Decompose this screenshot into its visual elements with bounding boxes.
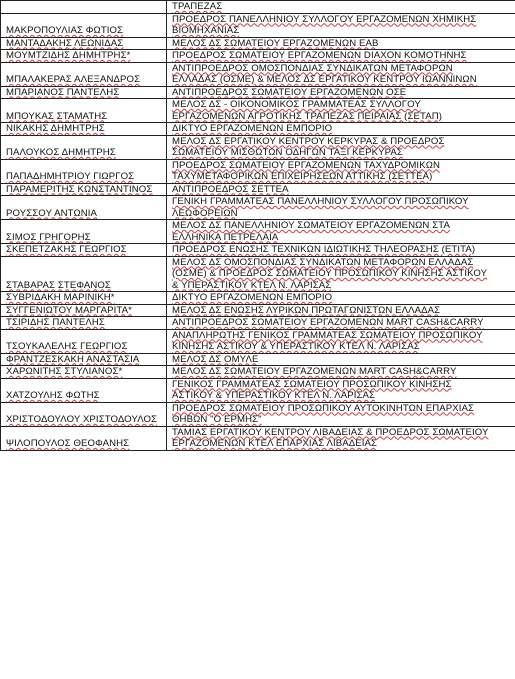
member-name: ΜΑΝΤΑΔΑΚΗΣ ΛΕΩΝΙΔΑΣ xyxy=(6,37,124,49)
member-role-cell xyxy=(167,62,515,86)
member-name-cell xyxy=(1,378,167,402)
member-role: ΔΙΚΤΥΟ ΕΡΓΑΖΟΜΕΝΩΝ ΕΜΠΟΡΙΟ xyxy=(172,292,333,303)
member-name: ΡΟΥΣΣΟΥ ΑΝΤΩΝΙΑ xyxy=(6,207,98,219)
member-name: ΣΙΜΟΣ ΓΡΗΓΟΡΗΣ xyxy=(6,231,91,243)
member-name-cell xyxy=(1,50,167,63)
member-name: ΜΠΑΛΑΚΕΡΑΣ ΑΛΕΞΑΝΔΡΟΣ xyxy=(6,74,141,85)
member-role: ΜΕΛΟΣ ΔΣ ΣΩΜΑΤΕΙΟΥ ΕΡΓΑΖΟΜΕΝΩΝ MART CASH&CARRY xyxy=(172,366,457,377)
member-name-cell xyxy=(1,366,167,379)
table-row xyxy=(1,159,515,183)
member-role-cell xyxy=(167,304,515,317)
member-name-cell xyxy=(1,183,167,196)
member-name: ΧΡΙΣΤΟΔΟΥΛΟΥ ΧΡΙΣΤΟΔΟΥΛΟΣ xyxy=(6,414,158,425)
member-role-cell xyxy=(167,220,515,244)
member-role: ΜΕΛΟΣ ΔΣ ΕΝΩΣΗΣ ΛΥΡΙΚΩΝ ΠΡΩΤΑΓΩΝΙΣΤΩΝ ΕΛΛΑΔΑΣ xyxy=(172,304,441,316)
member-role: ΑΝΤΙΠΡΟΕΔΡΟΣ ΟΜΟΣΠΟΝΔΙΑΣ ΣΥΝΔΙΚΑΤΩΝ ΜΕΤΑΦΟΡΩΝ ΕΛΛΑΔΑΣ (ΟΣΜΕ) & ΜΕΛΟΣ ΔΣ ΕΡΓΑΤΙΚΟΥ ΚΕΝΤΡΟΥ ΙΩΑΝΝΙΝΩΝ xyxy=(172,62,477,85)
member-name-cell xyxy=(1,292,167,305)
member-name: ΠΑΠΑΔΗΜΗΤΡΙΟΥ ΓΙΩΡΓΟΣ xyxy=(6,171,135,182)
member-name: ΨΙΛΟΠΟΥΛΟΣ ΘΕΟΦΑΝΗΣ xyxy=(6,438,130,449)
member-name-cell xyxy=(1,329,167,353)
member-name-cell xyxy=(1,86,167,99)
member-role: ΑΝΤΙΠΡΟΕΔΡΟΣ ΣΩΜΑΤΕΙΟΥ ΕΡΓΑΖΟΜΕΝΩΝ MART CASH&CARRY xyxy=(172,317,484,328)
member-role-cell xyxy=(167,366,515,379)
table-row xyxy=(1,426,515,450)
member-role-cell xyxy=(167,123,515,136)
member-role-cell xyxy=(167,196,515,220)
member-role-cell xyxy=(167,99,515,123)
member-role: ΤΡΑΠΕΖΑΣ xyxy=(172,1,223,12)
member-name: ΣΥΒΡΙΔΑΚΗ ΜΑΡΙΝΙΚΗ* xyxy=(6,292,115,303)
member-name: ΣΤΑΒΑΡΑΣ ΣΤΕΦΑΝΟΣ xyxy=(6,279,111,291)
member-name-cell xyxy=(1,196,167,220)
member-role-cell xyxy=(167,378,515,402)
member-name-cell xyxy=(1,135,167,159)
table-row xyxy=(1,1,515,14)
member-role-cell xyxy=(167,13,515,37)
member-role: ΠΡΟΕΔΡΟΣ ΕΝΩΣΗΣ ΤΕΧΝΙΚΩΝ ΙΔΙΩΤΙΚΗΣ ΤΗΛΕΟΡΑΣΗΣ (ΕΤΙΤΑ) xyxy=(172,244,476,255)
member-role-cell xyxy=(167,135,515,159)
member-name-cell xyxy=(1,256,167,292)
member-name: ΤΣΟΥΚΑΛΕΛΗΣ ΓΕΩΡΓΙΟΣ xyxy=(6,341,128,352)
member-name-cell xyxy=(1,317,167,330)
member-role-cell xyxy=(167,37,515,50)
member-role-cell xyxy=(167,402,515,426)
member-role-cell xyxy=(167,292,515,305)
member-name: ΤΣΙΡΙΔΗΣ ΠΑΝΤΕΛΗΣ xyxy=(6,317,105,328)
table-row xyxy=(1,13,515,37)
table-row xyxy=(1,135,515,159)
table-row xyxy=(1,123,515,136)
member-name-cell xyxy=(1,304,167,317)
member-role-cell xyxy=(167,86,515,99)
member-name-cell xyxy=(1,1,167,14)
member-role: ΠΡΟΕΔΡΟΣ ΣΩΜΑΤΕΙΟΥ ΕΡΓΑΖΟΜΕΝΩΝ ΤΑΧΥΔΡΟΜΙΚΩΝ ΤΑΧΥΜΕΤΑΦΟΡΙΚΩΝ ΕΠΙΧΕΙΡΗΣΕΩΝ ΑΤΤΙΚΗΣ (ΣΕΤΤΕΑ) xyxy=(172,159,440,182)
member-role: ΓΕΝΙΚΗ ΓΡΑΜΜΑΤΕΑΣ ΠΑΝΕΛΛΗΝΙΟΥ ΣΥΛΛΟΓΟΥ ΠΡΟΣΩΠΙΚΟΥ ΛΕΩΦΟΡΕΙΩΝ xyxy=(172,196,469,219)
member-role-cell xyxy=(167,426,515,450)
member-role: ΜΕΛΟΣ ΔΣ ΣΩΜΑΤΕΙΟΥ ΕΡΓΑΖΟΜΕΝΩΝ ΕΑΒ xyxy=(172,37,379,49)
member-name: ΜΑΚΡΟΠΟΥΛΙΑΣ ΦΩΤΙΟΣ xyxy=(6,25,124,36)
member-role: ΜΕΛΟΣ ΔΣ ΟΜΥΛΕ xyxy=(172,353,259,365)
table-row xyxy=(1,378,515,402)
member-role-cell xyxy=(167,256,515,292)
member-name: ΦΡΑΝΤΖΕΣΚΑΚΗ ΑΝΑΣΤΑΣΙΑ xyxy=(6,353,140,365)
member-name: ΜΟΥΜΤΖΙΔΗΣ ΔΗΜΗΤΡΗΣ* xyxy=(6,50,131,61)
table-row xyxy=(1,402,515,426)
member-name: ΜΠΟΥΚΑΣ ΣΤΑΜΑΤΗΣ xyxy=(6,110,108,122)
member-role: ΓΕΝΙΚΟΣ ΓΡΑΜΜΑΤΕΑΣ ΣΩΜΑΤΕΙΟΥ ΠΡΟΣΩΠΙΚΟΥ ΚΙΝΗΣΗΣ ΑΣΤΙΚΟΥ & ΥΠΕΡΑΣΤΙΚΟΥ ΚΤΕΛ Ν. ΛΑΡΙΣΑΣ xyxy=(172,378,452,401)
member-name-cell xyxy=(1,353,167,366)
member-role-cell xyxy=(167,317,515,330)
member-role-cell xyxy=(167,50,515,63)
member-role-cell xyxy=(167,353,515,366)
member-name: ΣΚΕΠΕΤΖΑΚΗΣ ΓΕΩΡΓΙΟΣ xyxy=(6,244,127,255)
member-role: ΑΝΤΙΠΡΟΕΔΡΟΣ ΣΩΜΑΤΕΙΟΥ ΕΡΓΑΖΟΜΕΝΩΝ ΟΣΕ xyxy=(172,86,407,98)
member-name-cell xyxy=(1,37,167,50)
member-name: ΝΙΚΑΚΗΣ ΔΗΜΗΤΡΗΣ xyxy=(6,123,105,134)
member-name-cell xyxy=(1,402,167,426)
member-name: ΠΑΡΑΜΕΡΙΤΗΣ ΚΩΝΣΤΑΝΤΙΝΟΣ xyxy=(6,183,153,195)
member-role: ΔΙΚΤΥΟ ΕΡΓΑΖΟΜΕΝΩΝ ΕΜΠΟΡΙΟ xyxy=(172,123,333,134)
table-row xyxy=(1,329,515,353)
table-row xyxy=(1,220,515,244)
table-row xyxy=(1,99,515,123)
table-row xyxy=(1,183,515,196)
member-role-cell xyxy=(167,244,515,257)
member-role: ΠΡΟΕΔΡΟΣ ΣΩΜΑΤΕΙΟΥ ΕΡΓΑΖΟΜΕΝΩΝ DIAXON ΚΟΜΟΤΗΝΗΣ xyxy=(172,50,467,61)
member-name-cell xyxy=(1,13,167,37)
table-row xyxy=(1,196,515,220)
member-role-cell xyxy=(167,1,515,14)
member-role: ΜΕΛΟΣ ΔΣ ΟΜΟΣΠΟΝΔΙΑΣ ΣΥΝΔΙΚΑΤΩΝ ΜΕΤΑΦΟΡΩΝ ΕΛΛΑΔΑΣ (ΟΣΜΕ) & ΠΡΟΕΔΡΟΣ ΣΩΜΑΤΕΙΟΥ ΠΡΟΣΩΠΙΚΟΥ ΚΙΝΗΣΗΣ ΑΣΤΙΚΟΥ & ΥΠΕΡΑΣΤΙΚΟΥ ΚΤΕΛ Ν. ΛΑΡΙΣΑΣ xyxy=(172,256,488,291)
member-role: ΠΡΟΕΔΡΟΣ ΠΑΝΕΛΛΗΝΙΟΥ ΣΥΛΛΟΓΟΥ ΕΡΓΑΖΟΜΕΝΩΝ ΧΗΜΙΚΗΣ ΒΙΟΜΗΧΑΝΙΑΣ xyxy=(172,13,477,36)
table-row xyxy=(1,50,515,63)
member-name-cell xyxy=(1,426,167,450)
member-role: ΑΝΤΙΠΡΟΕΔΡΟΣ ΣΕΤΤΕΑ xyxy=(172,183,289,195)
member-name-cell xyxy=(1,244,167,257)
table-row xyxy=(1,292,515,305)
member-role-cell xyxy=(167,183,515,196)
member-name: ΣΥΓΓΕΝΙΩΤΟΥ ΜΑΡΓΑΡΙΤΑ* xyxy=(6,304,132,316)
table-row xyxy=(1,244,515,257)
table-row xyxy=(1,256,515,292)
member-name-cell xyxy=(1,123,167,136)
member-name: ΧΑΡΩΝΙΤΗΣ ΣΤΥΛΙΑΝΟΣ* xyxy=(6,366,123,377)
member-name-cell xyxy=(1,62,167,86)
member-role-cell xyxy=(167,159,515,183)
member-role-cell xyxy=(167,329,515,353)
member-role: ΠΡΟΕΔΡΟΣ ΣΩΜΑΤΕΙΟΥ ΠΡΟΣΩΠΙΚΟΥ ΑΥΤΟΚΙΝΗΤΩΝ ΕΠΑΡΧΙΑΣ ΘΗΒΩΝ "Ο ΕΡΜΗΣ" xyxy=(172,402,475,425)
table-row xyxy=(1,366,515,379)
member-name: ΜΠΑΡΙΑΝΟΣ ΠΑΝΤΕΛΗΣ xyxy=(6,86,120,98)
members-table-body xyxy=(1,1,515,451)
table-row xyxy=(1,353,515,366)
table-row xyxy=(1,62,515,86)
member-role: ΤΑΜΙΑΣ ΕΡΓΑΤΙΚΟΥ ΚΕΝΤΡΟΥ ΛΙΒΑΔΕΙΑΣ & ΠΡΟΕΔΡΟΣ ΣΩΜΑΤΕΙΟΥ ΕΡΓΑΖΟΜΕΝΩΝ ΚΤΕΛ ΕΠΑΡΧΙΑΣ ΛΙΒΑΔΕΙΑΣ xyxy=(172,426,489,449)
member-role: ΜΕΛΟΣ ΔΣ ΠΑΝΕΛΛΗΝΙΟΥ ΣΩΜΑΤΕΙΟΥ ΕΡΓΑΖΟΜΕΝΩΝ ΣΤΑ ΕΛΛΗΝΙΚΑ ΠΕΤΡΕΛΑΙΑ xyxy=(172,220,451,243)
table-row xyxy=(1,304,515,317)
member-name: ΧΑΤΖΟΥΛΗΣ ΦΩΤΗΣ xyxy=(6,390,100,401)
member-role: ΜΕΛΟΣ ΔΣ - ΟΙΚΟΝΟΜΙΚΟΣ ΓΡΑΜΜΑΤΕΑΣ ΣΥΛΛΟΓΟΥ ΕΡΓΑΖΟΜΕΝΩΝ ΑΓΡΟΤΙΚΗΣ ΤΡΑΠΕΖΑΣ ΠΕΙΡΑΙΑΣ (ΣΕΤΑΠ) xyxy=(172,99,443,122)
member-role: ΑΝΑΠΛΗΡΩΤΗΣ ΓΕΝΙΚΟΣ ΓΡΑΜΜΑΤΕΑΣ ΣΩΜΑΤΕΙΟΥ ΠΡΟΣΩΠΙΚΟΥ ΚΙΝΗΣΗΣ ΑΣΤΙΚΟΥ & ΥΠΕΡΑΣΤΙΚΟΥ ΚΤΕΛ Ν. ΛΑΡΙΣΑΣ xyxy=(172,329,483,352)
table-row xyxy=(1,317,515,330)
member-name: ΠΑΛΟΥΚΟΣ ΔΗΜΗΤΡΗΣ xyxy=(6,147,116,158)
member-name-cell xyxy=(1,220,167,244)
member-name-cell xyxy=(1,159,167,183)
member-name-cell xyxy=(1,99,167,123)
table-row xyxy=(1,86,515,99)
member-role: ΜΕΛΟΣ ΔΣ ΕΡΓΑΤΙΚΟΥ ΚΕΝΤΡΟΥ ΚΕΡΚΥΡΑΣ & ΠΡΟΕΔΡΟΣ ΣΩΜΑΤΕΙΟΥ ΜΙΣΘΩΤΩΝ ΟΔΗΓΩΝ ΤΑΞΙ ΚΕΡΚΥΡΑΣ xyxy=(172,135,445,158)
table-row xyxy=(1,37,515,50)
